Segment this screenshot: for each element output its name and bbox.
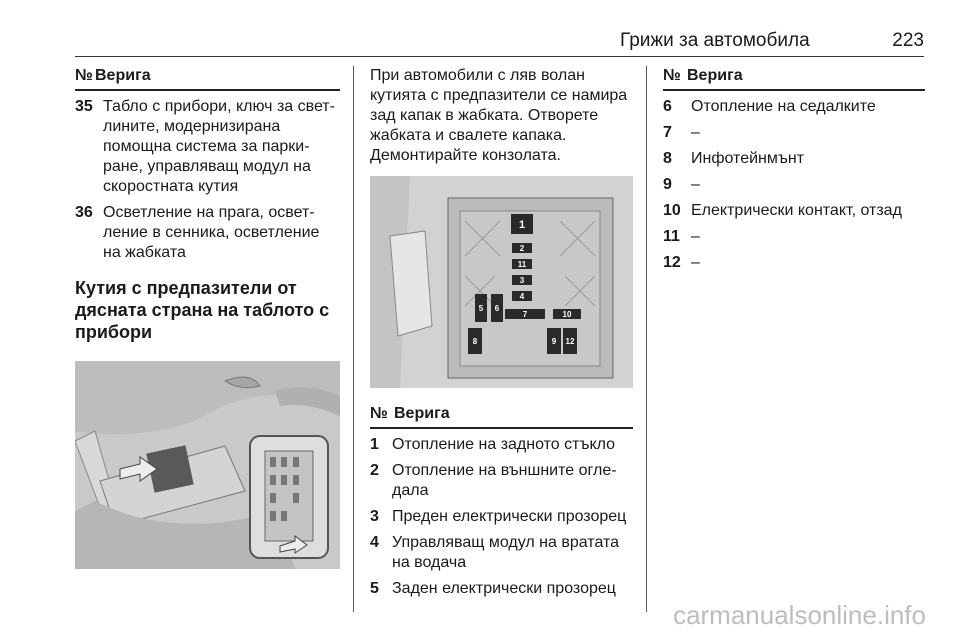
fuse-label: 1 bbox=[518, 219, 526, 231]
table-row: 12 – bbox=[663, 254, 700, 271]
fuse-label: 12 bbox=[565, 337, 575, 346]
fuse-label: 3 bbox=[519, 276, 525, 285]
table-row: 7 – bbox=[663, 124, 700, 141]
table-header: № Верига bbox=[663, 66, 925, 91]
column-2 bbox=[370, 66, 633, 605]
header-rule bbox=[75, 56, 924, 57]
table-row: 35 Табло с прибори, ключ за светлините, модернизирана помощна система за паркиране, управляващ модул на скоростната кутия bbox=[75, 98, 335, 195]
fuse-label: 2 bbox=[519, 244, 525, 253]
fuse-box-diagram bbox=[370, 176, 633, 388]
table-header: № Верига bbox=[370, 404, 633, 429]
table-row: 11 – bbox=[663, 228, 700, 245]
table-row: 10 Електрически контакт, отзад bbox=[663, 202, 902, 219]
fuse-label: 5 bbox=[478, 304, 484, 313]
table-row: 5 Заден електрически прозорец bbox=[370, 580, 616, 597]
fuse-label: 6 bbox=[494, 304, 500, 313]
table-row: 1 Отопление на задното стъкло bbox=[370, 436, 616, 453]
subsection-title: Кутия с предпазители от дясната страна на таблото с прибори bbox=[75, 278, 330, 342]
fuse-label: 4 bbox=[519, 292, 525, 301]
fuse-label: 11 bbox=[517, 260, 527, 269]
fuse-label: 8 bbox=[472, 337, 478, 346]
dashboard-illustration bbox=[75, 361, 340, 569]
page-number: 223 bbox=[892, 30, 924, 51]
column-divider bbox=[646, 66, 647, 612]
column-1 bbox=[75, 66, 340, 569]
fuse-label: 10 bbox=[562, 310, 572, 319]
table-row: 3 Преден електрически прозорец bbox=[370, 508, 627, 525]
page-header bbox=[0, 0, 960, 58]
fuse-label: 7 bbox=[522, 310, 528, 319]
table-header: № Верига bbox=[75, 66, 340, 91]
column-divider bbox=[353, 66, 354, 612]
table-row: 4 Управляващ модул на вратата на водача bbox=[370, 534, 620, 571]
fuse-label: 9 bbox=[551, 337, 557, 346]
table-row: 9 – bbox=[663, 176, 700, 193]
column-3 bbox=[663, 66, 925, 279]
table-row: 8 Инфотейнмънт bbox=[663, 150, 805, 167]
table-row: 6 Отопление на седалките bbox=[663, 98, 876, 115]
instruction-paragraph: При автомобили с ляв волан кутията с предпазители се намира зад капак в жабката. Отворете жабката и свалете капака. Демонтирайте конзолата. bbox=[370, 67, 628, 164]
section-title: Грижи за автомобила bbox=[620, 30, 810, 51]
watermark: carmanualsonline.info bbox=[673, 600, 926, 630]
table-row: 36 Осветление на прага, осветление в сенника, осветление на жабката bbox=[75, 204, 320, 261]
table-row: 2 Отопление на външните огледала bbox=[370, 462, 617, 499]
